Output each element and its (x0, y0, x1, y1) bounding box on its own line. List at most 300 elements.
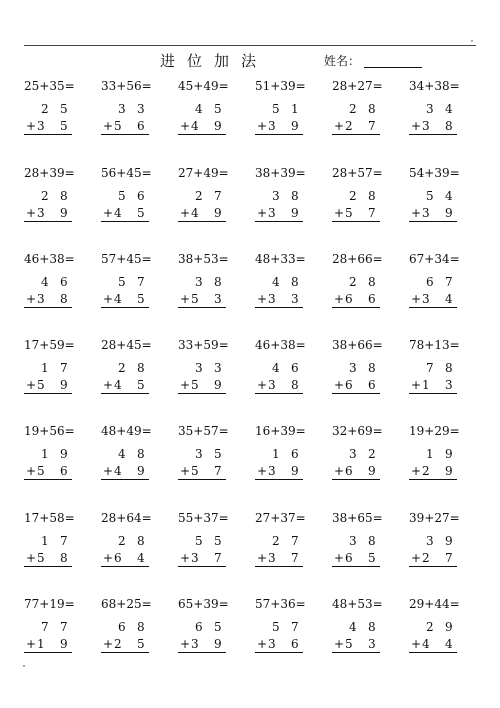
plus-operator: + (257, 637, 268, 651)
problem-item (255, 511, 331, 601)
plus-operator: + (180, 206, 191, 220)
addend2-tens-digit: 3 (268, 119, 276, 133)
addend-tens-digit: 5 (118, 189, 126, 203)
problem-item (178, 511, 254, 601)
addend-tens-digit: 4 (272, 275, 280, 289)
plus-operator: + (411, 637, 422, 651)
problem-expression: 27+49= (178, 166, 229, 180)
problem-item (332, 166, 408, 256)
answer-line[interactable] (101, 566, 149, 567)
addend-ones-digit: 9 (445, 447, 453, 461)
corner-mark (471, 40, 473, 42)
addend-ones-digit: 7 (60, 620, 68, 634)
addend2-tens-digit: 6 (345, 378, 353, 392)
problem-item (178, 338, 254, 428)
addend-ones-digit: 5 (214, 534, 222, 548)
addend2-ones-digit: 6 (368, 378, 376, 392)
addend-tens-digit: 4 (349, 620, 357, 634)
plus-operator: + (103, 119, 114, 133)
answer-line[interactable] (332, 134, 380, 135)
plus-operator: + (411, 292, 422, 306)
addend-ones-digit: 8 (60, 189, 68, 203)
plus-operator: + (103, 464, 114, 478)
addend2-ones-digit: 9 (445, 206, 453, 220)
plus-operator: + (257, 206, 268, 220)
addend2-ones-digit: 5 (137, 206, 145, 220)
addend2-ones-digit: 8 (60, 292, 68, 306)
answer-line[interactable] (255, 221, 303, 222)
answer-line[interactable] (24, 479, 72, 480)
problem-item (24, 511, 100, 601)
plus-operator: + (26, 292, 37, 306)
addend2-tens-digit: 3 (191, 551, 199, 565)
addend-tens-digit: 2 (118, 361, 126, 375)
addend2-tens-digit: 5 (37, 551, 45, 565)
addend2-tens-digit: 6 (345, 551, 353, 565)
answer-line[interactable] (332, 221, 380, 222)
plus-operator: + (180, 637, 191, 651)
addend-tens-digit: 2 (195, 189, 203, 203)
addend-tens-digit: 6 (195, 620, 203, 634)
addend-tens-digit: 3 (195, 361, 203, 375)
addend-tens-digit: 2 (41, 102, 49, 116)
addend-tens-digit: 3 (426, 102, 434, 116)
problem-expression: 19+56= (24, 424, 75, 438)
addend2-tens-digit: 3 (37, 206, 45, 220)
answer-line[interactable] (178, 221, 226, 222)
plus-operator: + (411, 206, 422, 220)
addend2-ones-digit: 4 (445, 637, 453, 651)
problem-expression: 28+64= (101, 511, 152, 525)
problem-expression: 28+39= (24, 166, 75, 180)
problem-item (255, 252, 331, 342)
addend-ones-digit: 8 (368, 102, 376, 116)
problem-expression: 34+38= (409, 79, 460, 93)
answer-line[interactable] (24, 652, 72, 653)
addend2-tens-digit: 5 (191, 464, 199, 478)
addend2-ones-digit: 9 (291, 119, 299, 133)
problem-item (24, 597, 100, 687)
addend-tens-digit: 3 (118, 102, 126, 116)
addend-tens-digit: 2 (272, 534, 280, 548)
plus-operator: + (334, 464, 345, 478)
answer-line[interactable] (101, 393, 149, 394)
addend-ones-digit: 4 (445, 102, 453, 116)
addend-tens-digit: 2 (118, 534, 126, 548)
problem-expression: 48+53= (332, 597, 383, 611)
problem-item (24, 338, 100, 428)
addend2-tens-digit: 5 (191, 292, 199, 306)
addend2-tens-digit: 3 (268, 206, 276, 220)
addend2-tens-digit: 2 (422, 551, 430, 565)
addend2-ones-digit: 4 (445, 292, 453, 306)
addend2-tens-digit: 4 (114, 206, 122, 220)
answer-line[interactable] (409, 393, 457, 394)
answer-line[interactable] (332, 652, 380, 653)
addend2-tens-digit: 5 (345, 637, 353, 651)
problem-item (255, 338, 331, 428)
addend-tens-digit: 1 (272, 447, 280, 461)
problem-expression: 45+49= (178, 79, 229, 93)
addend2-ones-digit: 9 (60, 206, 68, 220)
answer-line[interactable] (24, 221, 72, 222)
addend2-ones-digit: 5 (137, 378, 145, 392)
addend2-tens-digit: 4 (114, 378, 122, 392)
addend-ones-digit: 8 (445, 361, 453, 375)
problem-expression: 77+19= (24, 597, 75, 611)
problem-expression: 48+33= (255, 252, 306, 266)
addend-tens-digit: 5 (118, 275, 126, 289)
addend-ones-digit: 8 (368, 361, 376, 375)
answer-line[interactable] (255, 652, 303, 653)
problem-expression: 27+37= (255, 511, 306, 525)
problem-expression: 55+37= (178, 511, 229, 525)
addend2-tens-digit: 4 (114, 292, 122, 306)
addend2-ones-digit: 9 (368, 464, 376, 478)
addend-ones-digit: 5 (214, 447, 222, 461)
problem-item (178, 166, 254, 256)
plus-operator: + (26, 206, 37, 220)
addend-tens-digit: 5 (195, 534, 203, 548)
addend2-ones-digit: 3 (445, 378, 453, 392)
problem-expression: 28+45= (101, 338, 152, 352)
answer-line[interactable] (255, 566, 303, 567)
problem-item (332, 338, 408, 428)
problem-item (409, 511, 485, 601)
plus-operator: + (26, 464, 37, 478)
problem-expression: 35+57= (178, 424, 229, 438)
plus-operator: + (411, 551, 422, 565)
addend-tens-digit: 1 (41, 447, 49, 461)
plus-operator: + (180, 119, 191, 133)
plus-operator: + (257, 119, 268, 133)
answer-line[interactable] (178, 566, 226, 567)
addend2-tens-digit: 3 (268, 637, 276, 651)
problem-item (409, 338, 485, 428)
addend2-tens-digit: 3 (422, 292, 430, 306)
problem-item (332, 79, 408, 169)
answer-line[interactable] (24, 134, 72, 135)
answer-line[interactable] (101, 307, 149, 308)
problem-expression: 57+45= (101, 252, 152, 266)
addend-ones-digit: 7 (60, 534, 68, 548)
plus-operator: + (103, 637, 114, 651)
addend2-ones-digit: 9 (214, 378, 222, 392)
answer-line[interactable] (332, 479, 380, 480)
problem-item (178, 597, 254, 687)
answer-line[interactable] (409, 134, 457, 135)
addend2-tens-digit: 1 (422, 378, 430, 392)
problem-expression: 67+34= (409, 252, 460, 266)
addend-tens-digit: 6 (426, 275, 434, 289)
plus-operator: + (103, 292, 114, 306)
answer-line[interactable] (332, 307, 380, 308)
problem-expression: 38+65= (332, 511, 383, 525)
problem-expression: 51+39= (255, 79, 306, 93)
plus-operator: + (257, 292, 268, 306)
addend-ones-digit: 7 (214, 189, 222, 203)
addend-tens-digit: 1 (41, 361, 49, 375)
addend2-ones-digit: 9 (137, 464, 145, 478)
addend2-tens-digit: 3 (268, 292, 276, 306)
plus-operator: + (26, 119, 37, 133)
problem-expression: 28+66= (332, 252, 383, 266)
addend-ones-digit: 8 (291, 189, 299, 203)
addend2-tens-digit: 6 (345, 464, 353, 478)
addend-tens-digit: 2 (426, 620, 434, 634)
plus-operator: + (103, 378, 114, 392)
addend-ones-digit: 9 (445, 534, 453, 548)
addend2-tens-digit: 5 (345, 206, 353, 220)
addend-tens-digit: 3 (272, 189, 280, 203)
addend2-ones-digit: 5 (60, 119, 68, 133)
addend2-ones-digit: 9 (291, 464, 299, 478)
answer-line[interactable] (101, 134, 149, 135)
answer-line[interactable] (255, 393, 303, 394)
problem-item (332, 597, 408, 687)
problem-expression: 56+45= (101, 166, 152, 180)
addend2-tens-digit: 2 (114, 637, 122, 651)
worksheet-title: 进位加法 (160, 52, 269, 70)
problem-expression: 38+39= (255, 166, 306, 180)
problem-item (101, 597, 177, 687)
addend2-tens-digit: 6 (114, 551, 122, 565)
answer-line[interactable] (409, 652, 457, 653)
addend2-ones-digit: 7 (291, 551, 299, 565)
problem-expression: 57+36= (255, 597, 306, 611)
answer-line[interactable] (178, 307, 226, 308)
addend2-ones-digit: 9 (214, 119, 222, 133)
addend2-tens-digit: 5 (37, 378, 45, 392)
answer-line[interactable] (409, 307, 457, 308)
answer-line[interactable] (409, 479, 457, 480)
addend-ones-digit: 6 (60, 275, 68, 289)
addend-ones-digit: 7 (60, 361, 68, 375)
problem-expression: 33+56= (101, 79, 152, 93)
addend-ones-digit: 1 (291, 102, 299, 116)
addend-ones-digit: 6 (291, 361, 299, 375)
plus-operator: + (257, 551, 268, 565)
problem-expression: 32+69= (332, 424, 383, 438)
problem-item (255, 166, 331, 256)
plus-operator: + (26, 378, 37, 392)
addend2-ones-digit: 8 (445, 119, 453, 133)
addend-ones-digit: 8 (214, 275, 222, 289)
addend2-ones-digit: 4 (137, 551, 145, 565)
addend-tens-digit: 4 (41, 275, 49, 289)
plus-operator: + (334, 292, 345, 306)
plus-operator: + (26, 637, 37, 651)
problem-item (409, 252, 485, 342)
problem-item (255, 424, 331, 514)
problem-expression: 33+59= (178, 338, 229, 352)
addend2-ones-digit: 7 (368, 206, 376, 220)
addend2-tens-digit: 3 (422, 119, 430, 133)
answer-line[interactable] (178, 479, 226, 480)
problem-item (101, 511, 177, 601)
problem-item (178, 252, 254, 342)
problem-item (178, 424, 254, 514)
addend2-ones-digit: 9 (60, 378, 68, 392)
addend-ones-digit: 5 (214, 620, 222, 634)
addend-tens-digit: 3 (195, 447, 203, 461)
addend-ones-digit: 5 (60, 102, 68, 116)
addend2-tens-digit: 3 (191, 637, 199, 651)
answer-line[interactable] (101, 221, 149, 222)
addend-ones-digit: 8 (137, 361, 145, 375)
addend-ones-digit: 7 (445, 275, 453, 289)
addend-ones-digit: 6 (137, 189, 145, 203)
addend-ones-digit: 9 (60, 447, 68, 461)
addend-ones-digit: 8 (368, 275, 376, 289)
addend2-tens-digit: 2 (422, 464, 430, 478)
addend-ones-digit: 7 (137, 275, 145, 289)
problem-expression: 25+35= (24, 79, 75, 93)
answer-line[interactable] (24, 566, 72, 567)
plus-operator: + (103, 551, 114, 565)
answer-line[interactable] (409, 566, 457, 567)
addend-tens-digit: 4 (118, 447, 126, 461)
addend-ones-digit: 8 (137, 447, 145, 461)
addend-tens-digit: 3 (349, 534, 357, 548)
answer-line[interactable] (409, 221, 457, 222)
addend-tens-digit: 1 (41, 534, 49, 548)
problem-item (101, 338, 177, 428)
addend2-ones-digit: 3 (291, 292, 299, 306)
addend-tens-digit: 6 (118, 620, 126, 634)
plus-operator: + (411, 119, 422, 133)
addend2-ones-digit: 6 (291, 637, 299, 651)
addend-ones-digit: 8 (137, 620, 145, 634)
addend2-tens-digit: 2 (345, 119, 353, 133)
addend2-tens-digit: 6 (345, 292, 353, 306)
answer-line[interactable] (255, 479, 303, 480)
plus-operator: + (411, 464, 422, 478)
problem-expression: 68+25= (101, 597, 152, 611)
addend-ones-digit: 3 (214, 361, 222, 375)
problem-item (409, 79, 485, 169)
addend-tens-digit: 2 (349, 102, 357, 116)
addend-ones-digit: 5 (214, 102, 222, 116)
plus-operator: + (180, 464, 191, 478)
addend2-tens-digit: 5 (37, 464, 45, 478)
problem-item (332, 252, 408, 342)
addend-ones-digit: 8 (137, 534, 145, 548)
plus-operator: + (334, 119, 345, 133)
answer-line[interactable] (24, 307, 72, 308)
answer-line[interactable] (101, 479, 149, 480)
addend-ones-digit: 4 (445, 189, 453, 203)
addend2-tens-digit: 3 (37, 292, 45, 306)
addend2-ones-digit: 7 (445, 551, 453, 565)
addend-ones-digit: 8 (368, 189, 376, 203)
addend-tens-digit: 4 (272, 361, 280, 375)
problem-expression: 39+27= (409, 511, 460, 525)
addend2-ones-digit: 7 (214, 464, 222, 478)
problem-expression: 28+27= (332, 79, 383, 93)
problem-expression: 78+13= (409, 338, 460, 352)
addend-tens-digit: 3 (349, 361, 357, 375)
plus-operator: + (257, 464, 268, 478)
plus-operator: + (180, 378, 191, 392)
answer-line[interactable] (24, 393, 72, 394)
plus-operator: + (334, 637, 345, 651)
addend2-ones-digit: 6 (137, 119, 145, 133)
plus-operator: + (411, 378, 422, 392)
plus-operator: + (103, 206, 114, 220)
answer-line[interactable] (332, 393, 380, 394)
plus-operator: + (334, 378, 345, 392)
addend-tens-digit: 2 (41, 189, 49, 203)
problem-item (24, 79, 100, 169)
plus-operator: + (334, 206, 345, 220)
problem-expression: 29+44= (409, 597, 460, 611)
addend2-tens-digit: 3 (268, 378, 276, 392)
problem-item (101, 166, 177, 256)
addend-tens-digit: 2 (349, 275, 357, 289)
addend-tens-digit: 7 (426, 361, 434, 375)
plus-operator: + (257, 378, 268, 392)
problem-item (101, 252, 177, 342)
addend2-ones-digit: 9 (291, 206, 299, 220)
answer-line[interactable] (255, 134, 303, 135)
addend-tens-digit: 7 (41, 620, 49, 634)
addend2-tens-digit: 4 (114, 464, 122, 478)
answer-line[interactable] (178, 652, 226, 653)
problem-expression: 17+58= (24, 511, 75, 525)
problem-expression: 46+38= (255, 338, 306, 352)
name-label: 姓名： (324, 54, 361, 68)
addend2-ones-digit: 7 (368, 119, 376, 133)
addend2-tens-digit: 3 (37, 119, 45, 133)
problem-item (24, 424, 100, 514)
addend-tens-digit: 1 (426, 447, 434, 461)
plus-operator: + (334, 551, 345, 565)
addend2-ones-digit: 9 (445, 464, 453, 478)
problem-expression: 38+66= (332, 338, 383, 352)
answer-line[interactable] (178, 134, 226, 135)
addend-ones-digit: 8 (368, 620, 376, 634)
answer-line[interactable] (178, 393, 226, 394)
plus-operator: + (180, 292, 191, 306)
addend-tens-digit: 5 (272, 620, 280, 634)
addend-tens-digit: 3 (426, 534, 434, 548)
problem-item (101, 424, 177, 514)
addend-ones-digit: 9 (445, 620, 453, 634)
addend2-ones-digit: 5 (137, 637, 145, 651)
answer-line[interactable] (332, 566, 380, 567)
addend2-tens-digit: 3 (422, 206, 430, 220)
problem-expression: 65+39= (178, 597, 229, 611)
problem-item (255, 597, 331, 687)
problem-expression: 38+53= (178, 252, 229, 266)
footer-mark (23, 665, 25, 667)
addend-tens-digit: 3 (349, 447, 357, 461)
name-blank-line[interactable] (364, 67, 422, 68)
answer-line[interactable] (101, 652, 149, 653)
addend2-tens-digit: 4 (422, 637, 430, 651)
problem-item (409, 166, 485, 256)
addend-ones-digit: 6 (291, 447, 299, 461)
problem-expression: 16+39= (255, 424, 306, 438)
problem-item (409, 597, 485, 687)
problem-item (178, 79, 254, 169)
plus-operator: + (26, 551, 37, 565)
addend-ones-digit: 8 (368, 534, 376, 548)
problem-expression: 28+57= (332, 166, 383, 180)
addend2-ones-digit: 8 (60, 551, 68, 565)
answer-line[interactable] (255, 307, 303, 308)
